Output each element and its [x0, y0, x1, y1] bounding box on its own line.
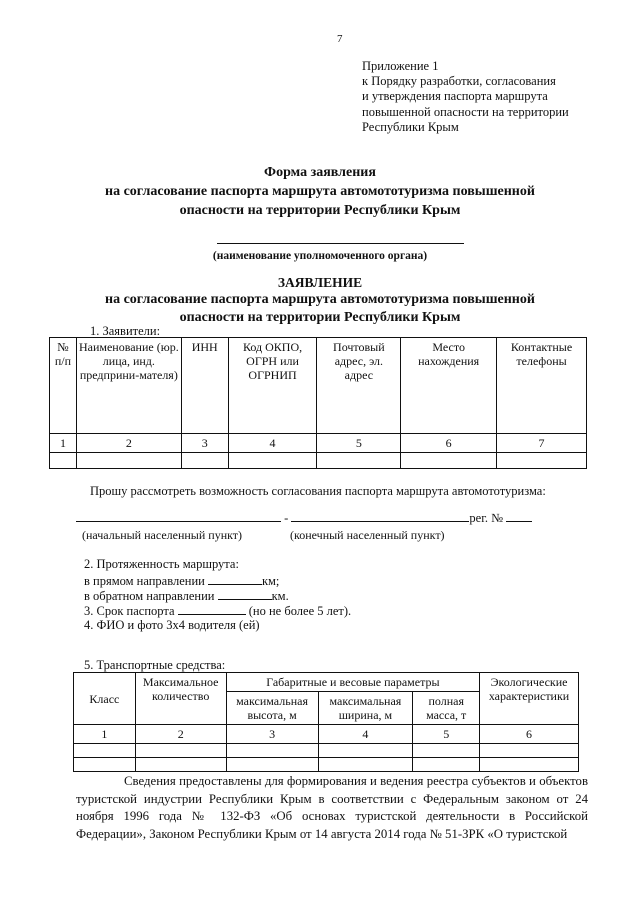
column-number: 4 [318, 725, 413, 744]
table-cell[interactable] [74, 744, 136, 758]
header-name: Наименование (юр. лица, инд. предприни-мателя) [76, 338, 181, 434]
forward-length-row [84, 573, 279, 589]
appendix-line: и утверждения паспорта маршрута [362, 89, 548, 104]
column-number: 5 [413, 725, 480, 744]
org-name-blank [217, 243, 464, 244]
column-number: 1 [50, 434, 77, 453]
form-title-line2: на согласование паспорта маршрута автомототуризма повышенной [105, 184, 535, 199]
table-cell[interactable] [480, 744, 579, 758]
header-number: № п/п [50, 338, 77, 434]
start-caption: (начальный населенный пункт) [82, 528, 243, 542]
forward-length-field[interactable] [208, 573, 262, 585]
vehicles-table [73, 672, 579, 772]
column-number: 6 [401, 434, 497, 453]
table-cell[interactable] [226, 758, 318, 772]
forward-unit: км; [261, 574, 280, 588]
column-number: 4 [228, 434, 317, 453]
table-cell[interactable] [76, 453, 181, 469]
table-cell[interactable] [50, 453, 77, 469]
column-number: 2 [135, 725, 226, 744]
back-unit: км. [271, 589, 289, 603]
page-number: 7 [337, 33, 343, 45]
route-length-title: 2. Протяженность маршрута: [84, 557, 239, 571]
back-length-field[interactable] [218, 588, 272, 600]
header-address: Почтовый адрес, эл. адрес [317, 338, 401, 434]
column-number: 2 [76, 434, 181, 453]
appendix-line: повышенной опасности на территории [362, 104, 569, 119]
table-cell[interactable] [228, 453, 317, 469]
header-okpo: Код ОКПО, ОГРН или ОГРНИП [228, 338, 317, 434]
column-number: 3 [226, 725, 318, 744]
back-label: в обратном направлении [84, 589, 215, 603]
statement-subtitle-line2: опасности на территории Республики Крым [179, 310, 461, 325]
table-cell[interactable] [226, 744, 318, 758]
table-cell[interactable] [318, 744, 413, 758]
table-row [50, 453, 587, 469]
passport-term-field[interactable] [178, 603, 246, 615]
header-mass: полная масса, т [413, 692, 480, 725]
end-caption: (конечный населенный пункт) [290, 528, 445, 542]
end-point-field[interactable] [291, 510, 469, 522]
column-number: 7 [497, 434, 587, 453]
header-dimensions: Габаритные и весовые параметры [226, 673, 479, 692]
reg-label: рег. № [469, 511, 504, 525]
statement-subtitle-line1: на согласование паспорта маршрута автомототуризма повышенной [105, 292, 535, 307]
header-class: Класс [74, 673, 136, 725]
request-text: Прошу рассмотреть возможность согласования паспорта маршрута автомототуризма: [90, 484, 546, 498]
column-number: 1 [74, 725, 136, 744]
driver-line: 4. ФИО и фото 3х4 водителя (ей) [84, 618, 260, 632]
statement-title: ЗАЯВЛЕНИЕ [277, 275, 363, 290]
table-cell[interactable] [413, 744, 480, 758]
table-cell[interactable] [135, 744, 226, 758]
table-cell[interactable] [413, 758, 480, 772]
route-line [76, 510, 532, 526]
applicants-table [49, 337, 587, 469]
table-cell[interactable] [317, 453, 401, 469]
header-height: максимальная высота, м [226, 692, 318, 725]
passport-term-note: (но не более 5 лет). [248, 604, 352, 618]
column-number: 3 [181, 434, 228, 453]
form-title-line1: Форма заявления [264, 165, 376, 180]
appendix-line: Республики Крым [362, 119, 459, 134]
table-row [74, 744, 579, 758]
org-caption: (наименование уполномоченного органа) [212, 250, 428, 262]
table-cell[interactable] [318, 758, 413, 772]
header-width: максимальная ширина, м [318, 692, 413, 725]
forward-label: в прямом направлении [84, 574, 205, 588]
table-cell[interactable] [135, 758, 226, 772]
appendix-line: Приложение 1 [362, 59, 439, 73]
passport-term-label: 3. Срок паспорта [84, 604, 175, 618]
header-inn: ИНН [181, 338, 228, 434]
column-number: 5 [317, 434, 401, 453]
table-cell[interactable] [74, 758, 136, 772]
info-paragraph: Сведения предоставлены для формирования и ведения реестра субъектов и объектов туристской индустрии Республики Крым в соответствии с Федеральным законом от 24 ноября 1996 года № 132-ФЗ «Об основах туристской деятельности в Российской Федерации», Законом Республики Крым от 14 августа 2014 года № 51-ЗРК «О туристской [76, 774, 588, 841]
appendix-line: к Порядку разработки, согласования [362, 74, 556, 89]
table-row [74, 758, 579, 772]
route-dash: - [284, 511, 289, 525]
table-cell[interactable] [497, 453, 587, 469]
section1-label: 1. Заявители: [90, 324, 161, 338]
header-phones: Контактные телефоны [497, 338, 587, 434]
header-location: Место нахождения [401, 338, 497, 434]
header-eco: Экологические характеристики [480, 673, 579, 725]
column-number: 6 [480, 725, 579, 744]
table-cell[interactable] [480, 758, 579, 772]
reg-number-field[interactable] [506, 510, 532, 522]
header-max-qty: Максимальное количество [135, 673, 226, 725]
table-cell[interactable] [181, 453, 228, 469]
table-cell[interactable] [401, 453, 497, 469]
section5-label: 5. Транспортные средства: [84, 658, 226, 672]
passport-term-row [84, 603, 351, 619]
back-length-row [84, 588, 289, 604]
appendix-block [362, 59, 602, 135]
start-point-field[interactable] [76, 510, 281, 522]
form-title-line3: опасности на территории Республики Крым [179, 203, 461, 218]
